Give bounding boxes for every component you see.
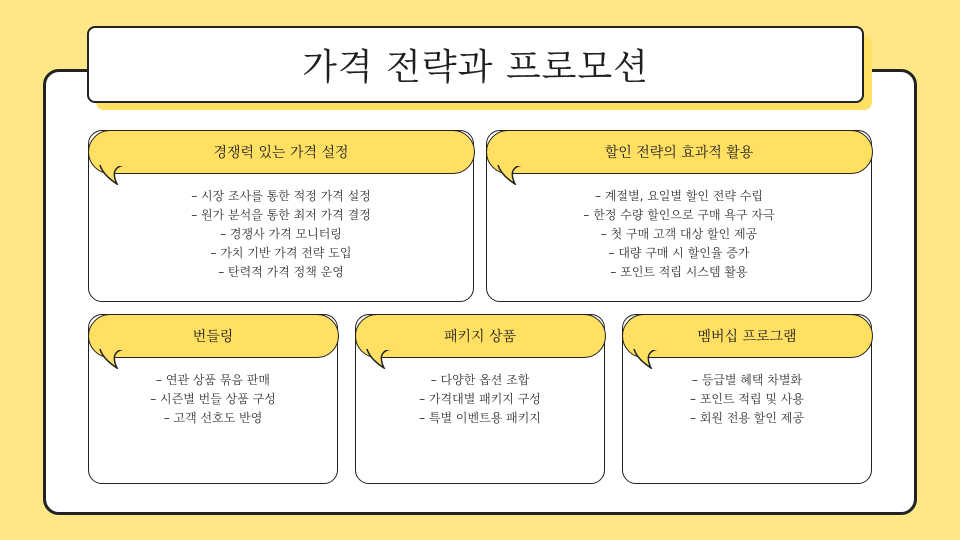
speech-tail-icon: [99, 165, 127, 185]
list-item: – 포인트 적립 및 사용: [690, 392, 804, 406]
list-item: – 연관 상품 묶음 판매: [156, 373, 270, 387]
card-body: [356, 371, 604, 428]
list-item: – 가격대별 패키지 구성: [419, 392, 541, 406]
card-heading: 할인 전략의 효과적 활용: [486, 130, 873, 174]
list-item: – 포인트 적립 시스템 활용: [610, 265, 748, 279]
list-item: – 특별 이벤트용 패키지: [419, 411, 541, 425]
card-body: [89, 187, 473, 282]
speech-tail-icon: [633, 349, 661, 369]
list-item: – 다양한 옵션 조합: [430, 373, 530, 387]
card-heading: 경쟁력 있는 가격 설정: [88, 130, 475, 174]
list-item: – 한정 수량 할인으로 구매 욕구 자극: [583, 208, 775, 222]
card-competitive-pricing: [88, 130, 474, 302]
speech-tail-icon: [366, 349, 394, 369]
card-package-products: [355, 314, 605, 484]
list-item: – 시즌별 번들 상품 구성: [150, 392, 276, 406]
list-item: – 회원 전용 할인 제공: [690, 411, 804, 425]
speech-tail-icon: [497, 165, 525, 185]
list-item: – 가치 기반 가격 전략 도입: [210, 246, 352, 260]
list-item: – 대량 구매 시 할인율 증가: [608, 246, 750, 260]
list-item: – 시장 조사를 통한 적정 가격 설정: [191, 189, 371, 203]
card-heading: 패키지 상품: [355, 314, 606, 358]
card-body: [89, 371, 337, 428]
speech-tail-icon: [99, 349, 127, 369]
card-heading: 번들링: [88, 314, 339, 358]
card-membership-program: [622, 314, 872, 484]
card-body: [487, 187, 871, 282]
list-item: – 경쟁사 가격 모니터링: [220, 227, 342, 241]
page-title: 가격 전략과 프로모션: [302, 47, 649, 88]
card-heading: 멤버십 프로그램: [622, 314, 873, 358]
card-discount-strategy: [486, 130, 872, 302]
card-bundling: [88, 314, 338, 484]
card-body: [623, 371, 871, 428]
list-item: – 첫 구매 고객 대상 할인 제공: [600, 227, 758, 241]
list-item: – 계절별, 요일별 할인 전략 수립: [595, 189, 763, 203]
list-item: – 등급별 혜택 차별화: [691, 373, 803, 387]
list-item: – 고객 선호도 반영: [163, 411, 263, 425]
list-item: – 원가 분석을 통한 최저 가격 결정: [191, 208, 371, 222]
title-box: [87, 26, 864, 103]
list-item: – 탄력적 가격 정책 운영: [218, 265, 344, 279]
